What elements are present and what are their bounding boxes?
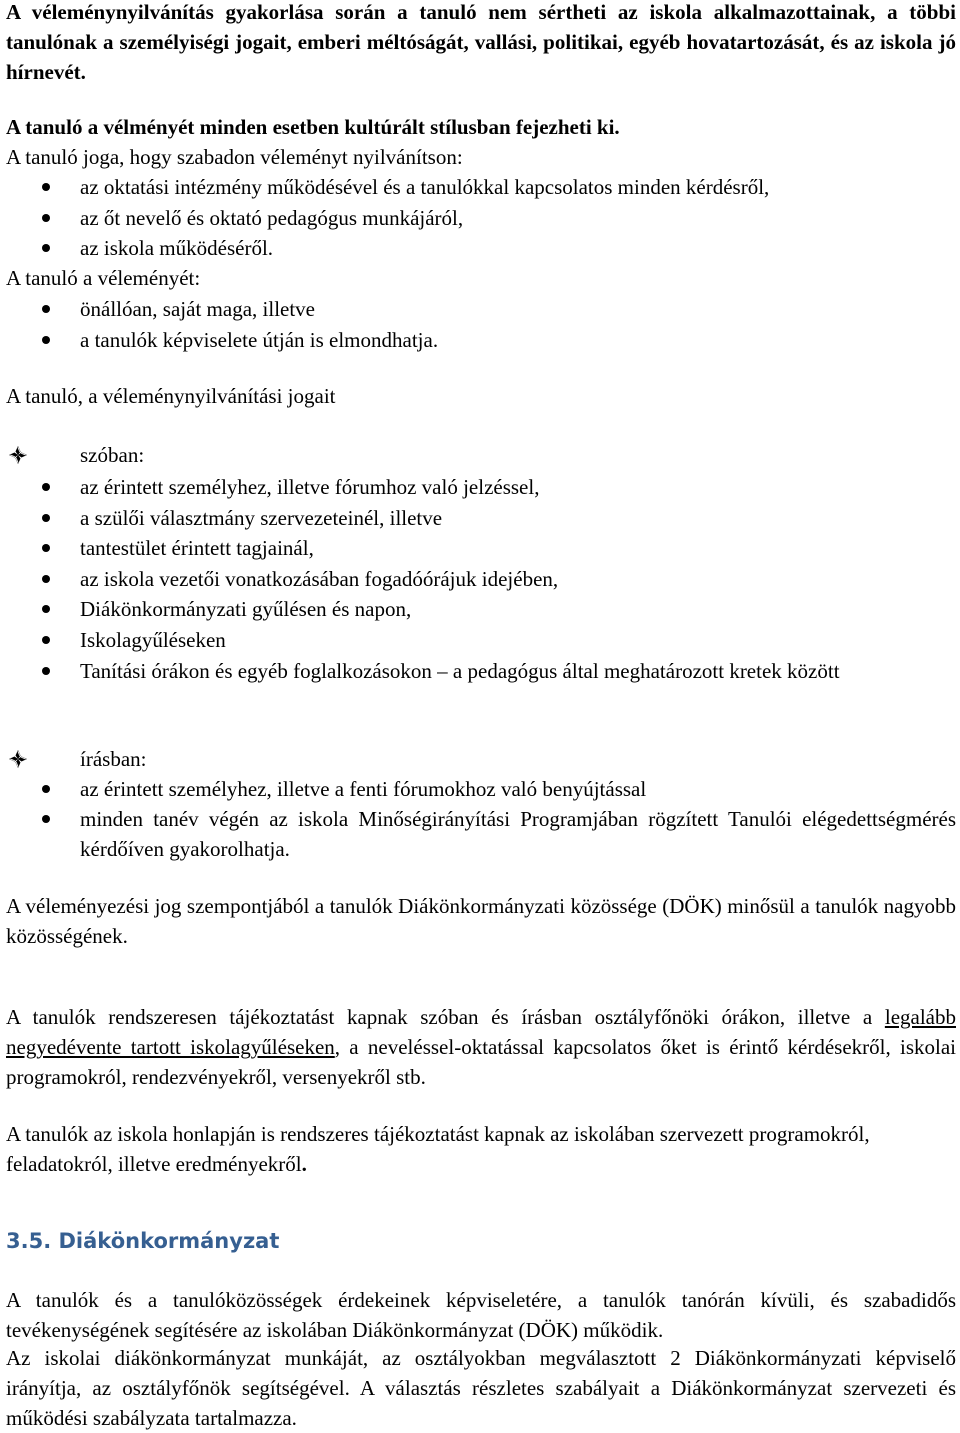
paragraph-website-period: . xyxy=(301,1152,307,1176)
bullet-icon xyxy=(42,815,50,823)
bullet-icon xyxy=(42,636,50,644)
list-item: az oktatási intézmény működésével és a tanulókkal kapcsolatos minden kérdésről, xyxy=(80,175,770,199)
bullet-icon xyxy=(42,575,50,583)
paragraph-website-text: A tanulók az iskola honlapján is rendszeres tájékoztatást kapnak az iskolában szervezett programokról, feladatokról, illetve eredményekről xyxy=(6,1122,870,1176)
paragraph-information xyxy=(6,1002,956,1092)
paragraph-cultured-style: A tanuló a vélményét minden esetben kultúrált stílusban fejezheti ki. xyxy=(6,115,620,139)
diamond-bullet-icon xyxy=(8,446,28,464)
bullet-icon xyxy=(42,336,50,344)
bullet-icon xyxy=(42,244,50,252)
bullet-icon xyxy=(42,605,50,613)
bullet-icon xyxy=(42,514,50,522)
paragraph-expression-limits: A véleménynyilvánítás gyakorlása során a tanuló nem sértheti az iskola alkalmazottainak, a többi tanulónak a személyiségi jogait, emberi méltóságát, vallási, politikai, egyéb hovatartozását, és az iskola jó hírnevét. xyxy=(6,0,956,84)
list-item: a tanulók képviselete útján is elmondhatja. xyxy=(80,328,439,352)
paragraph-right-intro: A tanuló joga, hogy szabadon véleményt nyilvánítson: xyxy=(6,145,463,169)
bullet-icon xyxy=(42,483,50,491)
paragraph-opinion-intro: A tanuló a véleményét: xyxy=(6,266,201,290)
list-item: Iskolagyűléseken xyxy=(80,628,226,652)
bullet-icon xyxy=(42,214,50,222)
paragraph-rights-intro: A tanuló, a véleménynyilvánítási jogait xyxy=(6,384,336,408)
list-item: minden tanév végén az iskola Minőségirányítási Programjában rögzített Tanulói elégedettségmérés kérdőíven gyakorolhatja. xyxy=(80,807,956,861)
bullet-icon xyxy=(42,667,50,675)
list-item: Tanítási órákon és egyéb foglalkozásokon – a pedagógus által meghatározott kretek között xyxy=(80,659,840,683)
list-item: tantestület érintett tagjainál, xyxy=(80,536,314,560)
paragraph-website xyxy=(6,1119,956,1179)
bullet-icon xyxy=(42,305,50,313)
list-item: az őt nevelő és oktató pedagógus munkájáról, xyxy=(80,206,464,230)
bullet-icon xyxy=(42,544,50,552)
list-item: Diákönkormányzati gyűlésen és napon, xyxy=(80,597,412,621)
list-heading-oral: szóban: xyxy=(80,443,145,467)
paragraph-dok-community: A véleményezési jog szempontjából a tanulók Diákönkormányzati közössége (DÖK) minősül a tanulók nagyobb közösségének. xyxy=(6,894,956,948)
paragraph-information-start: A tanulók rendszeresen tájékoztatást kapnak szóban és írásban osztályfőnöki órákon, illetve a xyxy=(6,1005,885,1029)
list-item: az érintett személyhez, illetve a fenti fórumokhoz való benyújtással xyxy=(80,777,647,801)
list-item: a szülői választmány szervezeteinél, illetve xyxy=(80,506,443,530)
bullet-icon xyxy=(42,183,50,191)
list-heading-written: írásban: xyxy=(80,747,147,771)
section-heading: 3.5. Diákönkormányzat xyxy=(6,1229,280,1253)
underlined-assembly-text: legalább negyedévente tartott iskolagyűléseken xyxy=(6,1005,956,1059)
list-item: az iskola vezetői vonatkozásában fogadóórájuk idejében, xyxy=(80,567,559,591)
bullet-icon xyxy=(42,785,50,793)
paragraph-dok-leadership: Az iskolai diákönkormányzat munkáját, az osztályokban megválasztott 2 Diákönkormányzati képviselő irányítja, az osztályfőnök segítségével. A választás részletes szabályait a Diákönkormányzat szervezeti és működési szabályzata tartalmazza. xyxy=(6,1346,956,1430)
list-item: az iskola működéséről. xyxy=(80,236,274,260)
diamond-bullet-icon xyxy=(8,750,28,768)
paragraph-information-end: , a neveléssel-oktatással kapcsolatos őket is érintő kérdésekről, iskolai programokról, rendezvényekről, versenyekről stb. xyxy=(6,1035,956,1089)
list-item: az érintett személyhez, illetve fórumhoz való jelzéssel, xyxy=(80,475,540,499)
list-item: önállóan, saját maga, illetve xyxy=(80,297,315,321)
paragraph-dok-purpose: A tanulók és a tanulóközösségek érdekeinek képviseletére, a tanulók tanórán kívüli, és szabadidős tevékenységének segítésére az iskolában Diákönkormányzat (DÖK) működik. xyxy=(6,1288,956,1342)
